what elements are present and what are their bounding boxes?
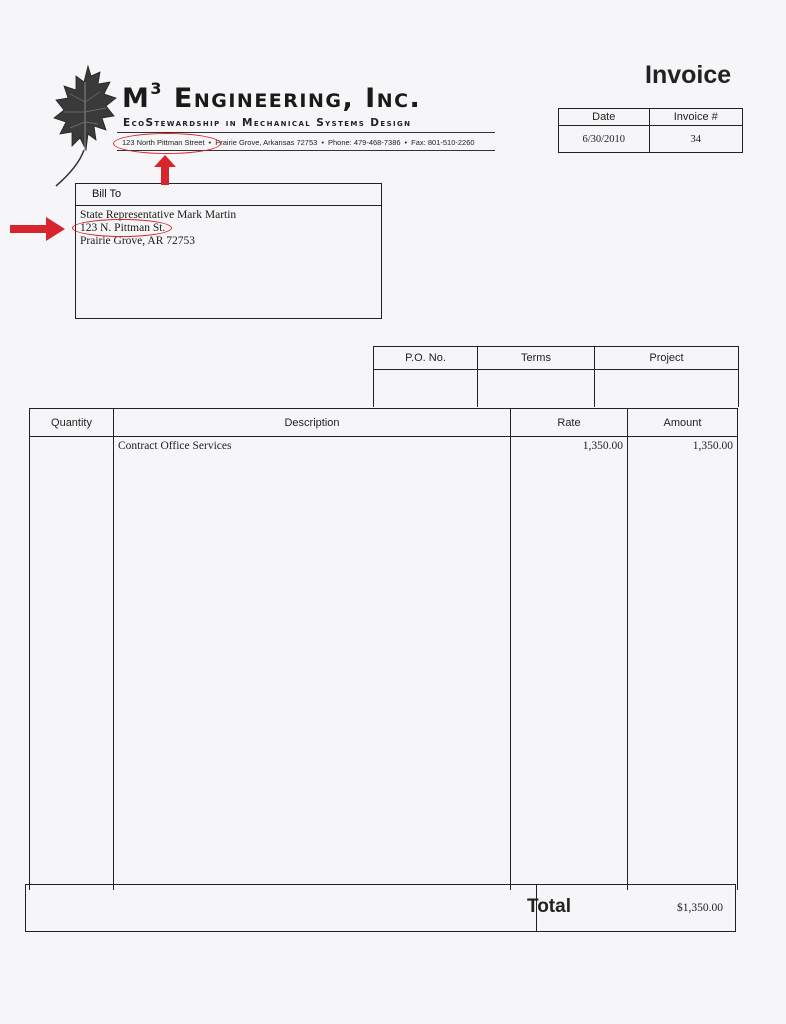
po-number-header: P.O. No. bbox=[374, 347, 478, 370]
bill-to-box bbox=[75, 183, 382, 319]
total-box bbox=[25, 884, 736, 932]
bill-to-label: Bill To bbox=[76, 184, 381, 206]
line-items-table bbox=[29, 408, 738, 890]
company-name-prefix: M bbox=[122, 83, 151, 114]
separator: • bbox=[208, 138, 212, 147]
company-city: Prairie Grove, Arkansas 72753 bbox=[215, 138, 318, 147]
header-address-highlight-ellipse bbox=[113, 133, 221, 154]
red-arrow-right-icon bbox=[10, 217, 65, 241]
company-name bbox=[122, 79, 422, 114]
terms-header: Terms bbox=[478, 347, 595, 370]
company-fax: Fax: 801-510-2260 bbox=[411, 138, 475, 147]
company-tagline: EcoStewardship in Mechanical Systems Design bbox=[123, 117, 412, 129]
invoice-number: 34 bbox=[649, 126, 743, 153]
rate-header: Rate bbox=[511, 409, 628, 437]
red-arrow-up-icon bbox=[154, 155, 176, 185]
order-info-table bbox=[373, 346, 739, 407]
invoice-title: Invoice bbox=[645, 61, 732, 89]
bill-to-address-highlight-ellipse bbox=[72, 219, 172, 237]
po-number-value bbox=[374, 370, 478, 408]
project-header: Project bbox=[595, 347, 739, 370]
item-quantity bbox=[30, 437, 114, 891]
description-header: Description bbox=[114, 409, 511, 437]
terms-value bbox=[478, 370, 595, 408]
separator: • bbox=[321, 138, 324, 147]
company-phone: Phone: 479-468-7386 bbox=[327, 138, 401, 147]
company-name-superscript: 3 bbox=[150, 79, 164, 98]
bill-to-line: Prairie Grove, AR 72753 bbox=[80, 235, 195, 247]
item-description: Contract Office Services bbox=[114, 437, 511, 891]
date-header: Date bbox=[559, 109, 650, 126]
invoice-number-header: Invoice # bbox=[649, 109, 743, 126]
company-street: 123 North Pittman Street bbox=[122, 138, 205, 147]
bill-to-line: State Representative Mark Martin bbox=[80, 209, 237, 221]
table-row bbox=[30, 437, 738, 891]
bill-to-line: 123 N. Pittman St. bbox=[80, 222, 166, 234]
item-amount: 1,350.00 bbox=[628, 437, 738, 891]
separator: • bbox=[404, 138, 408, 147]
total-label: Total bbox=[527, 896, 571, 917]
oak-leaf-logo bbox=[50, 62, 120, 187]
invoice-meta-table bbox=[558, 108, 743, 153]
item-rate: 1,350.00 bbox=[511, 437, 628, 891]
amount-header: Amount bbox=[628, 409, 738, 437]
company-name-suffix: Engineering, Inc. bbox=[173, 83, 422, 114]
total-amount: $1,350.00 bbox=[677, 902, 723, 914]
project-value bbox=[595, 370, 739, 408]
invoice-date: 6/30/2010 bbox=[559, 126, 650, 153]
quantity-header: Quantity bbox=[30, 409, 114, 437]
